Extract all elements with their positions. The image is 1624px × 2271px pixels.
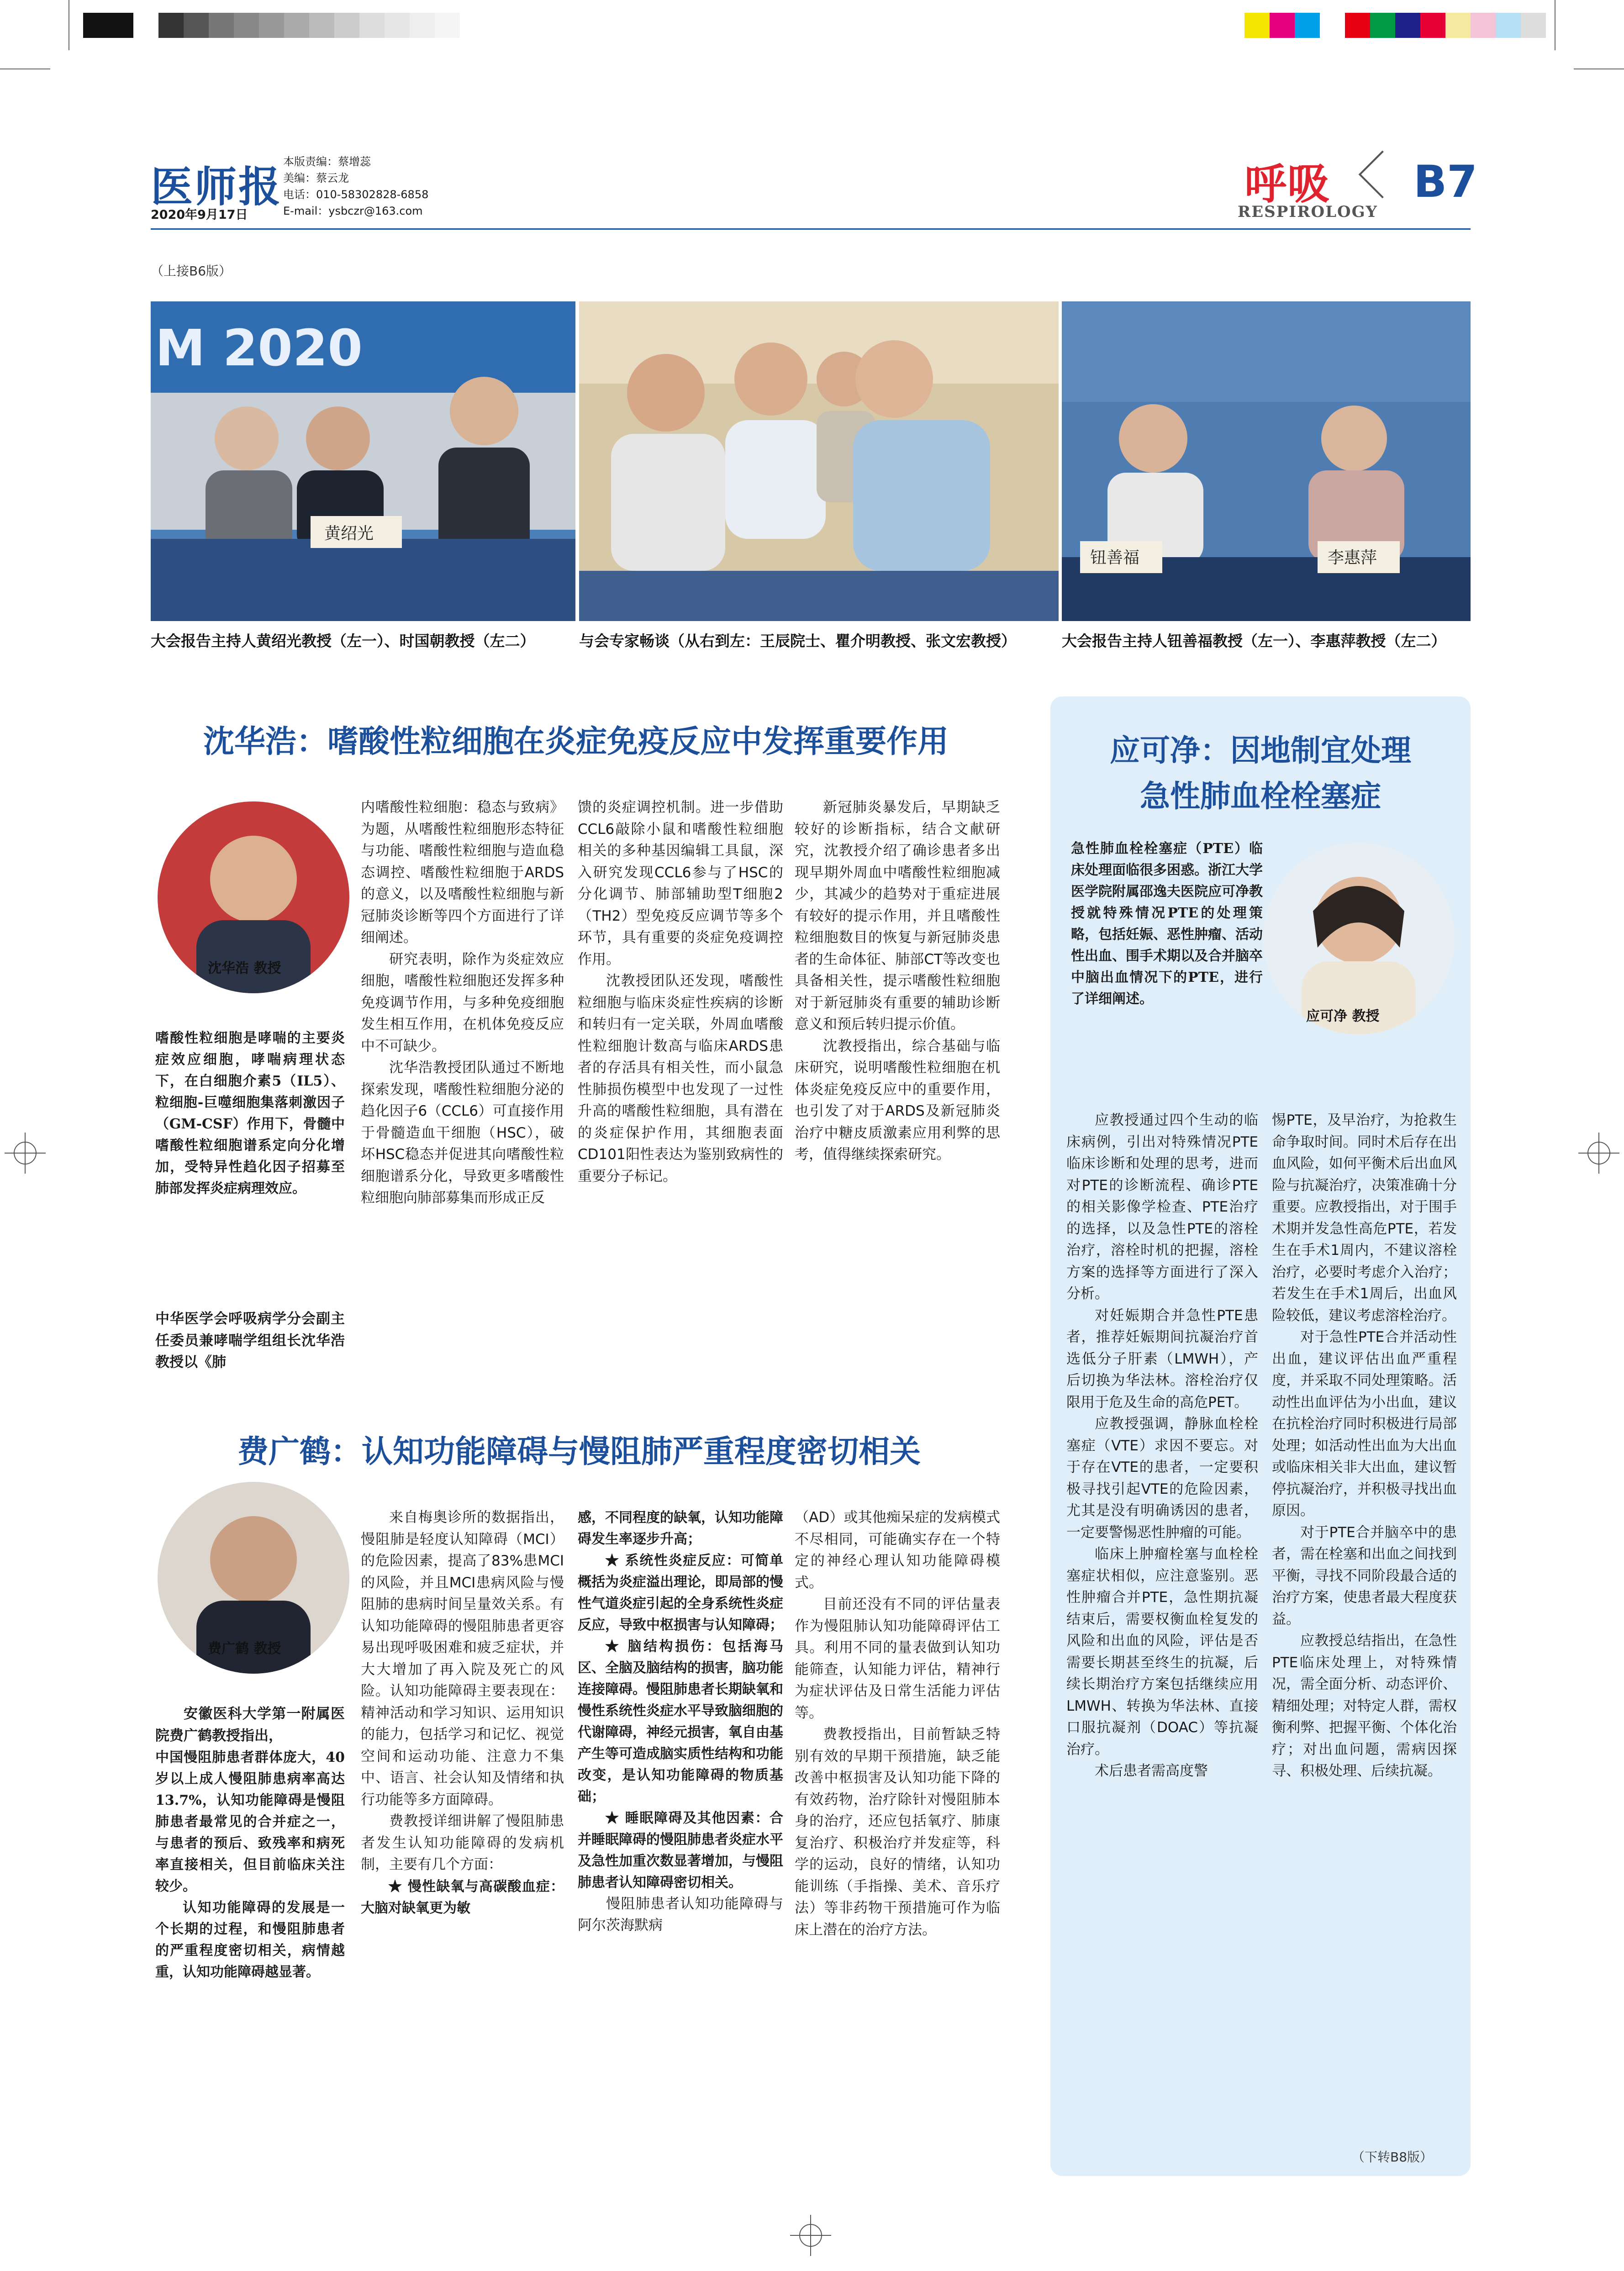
email-line: E-mail：ysbczr@163.com bbox=[283, 205, 423, 217]
paragraph: 目前还没有不同的评估量表作为慢阻肺认知功能障碍评估工具。利用不同的量表做到认知功能筛查，认知能力评估，精神行为症状评估及日常生活能力评估等。 bbox=[795, 1596, 1000, 1721]
paragraph: 沈教授指出，综合基础与临床研究，说明嗜酸性粒细胞在机体炎症免疫反应中的重要作用，也引发了对于ARDS及新冠肺炎治疗中糖皮质激素应用利弊的思考，值得继续探索研究。 bbox=[795, 1038, 1000, 1163]
paragraph: 费教授详细讲解了慢阻肺患者发生认知功能障碍的发病机制，主要有几个方面： bbox=[361, 1813, 564, 1873]
article-headline-line2: 急性肺血栓栓塞症 bbox=[1140, 779, 1381, 814]
paragraph: 慢阻肺患者认知功能障碍与阿尔茨海默病 bbox=[578, 1896, 783, 1934]
issue-date: 2020年9月17日 bbox=[151, 208, 248, 222]
header-rule bbox=[151, 228, 1471, 230]
article-column bbox=[361, 797, 564, 1209]
article-lede: 认知功能障碍的发展是一个长期的过程，和慢阻肺患者的严重程度密切相关，病情越重，认知功能障碍越显著。 bbox=[155, 1900, 345, 1980]
chevron-left-icon bbox=[1359, 151, 1407, 199]
article-intro: 中华医学会呼吸病学分会副主任委员兼哮喘学组组长沈华浩教授以《肺 bbox=[155, 1311, 345, 1370]
paragraph: 沈华浩教授团队通过不断地探索发现，嗜酸性粒细胞分泌的趋化因子6（CCL6）可直接作用于骨髓造血干细胞（HSC），破坏HSC稳态并促进其向嗜酸性粒细胞谱系分化，导致更多嗜酸性粒细胞向肺部募集而形成正反 bbox=[361, 1059, 564, 1206]
article-column bbox=[361, 1507, 564, 1919]
paragraph: 沈教授团队还发现，嗜酸性粒细胞与临床炎症性疾病的诊断和转归有一定关联，外周血嗜酸性粒细胞计数高与临床ARDS患者的存活具有相关性，而小鼠急性肺损伤模型中也发现了一过性升高的嗜酸性粒细胞，具有潜在的炎症保护作用，其细胞表面CD101阳性表达为鉴别致病性的重要分子标记。 bbox=[578, 973, 783, 1185]
paragraph: 惕PTE，及早治疗，为抢救生命争取时间。同时术后存在出血风险，如何平衡术后出血风险与抗凝治疗，决策准确十分重要。应教授指出，对于围手术期并发急性高危PTE，若发生在手术1周内，不建议溶栓治疗，必要时考虑介入治疗；若发生在手术1周后，出血风险较低，建议考虑溶栓治疗。 bbox=[1272, 1112, 1457, 1324]
article-headline: 应可净：因地制宜处理 bbox=[1110, 733, 1411, 768]
phone-line: 电话：010-58302828-6858 bbox=[283, 188, 429, 201]
article-column bbox=[155, 1703, 345, 1983]
photo-caption: 与会专家畅谈（从右到左：王辰院士、瞿介明教授、张文宏教授） bbox=[579, 632, 1016, 650]
photo-caption: 大会报告主持人钮善福教授（左一）、李惠萍教授（左二） bbox=[1062, 632, 1446, 650]
lede-speaker: 浙江大学医学院附属邵逸夫医院应可净教授 bbox=[1071, 862, 1263, 921]
banner-text: M 2020 bbox=[155, 319, 363, 377]
portrait-caption: 费广鹤 教授 bbox=[208, 1641, 281, 1657]
portrait-caption: 沈华浩 教授 bbox=[208, 960, 281, 976]
article-lede: 嗜酸性粒细胞是哮喘的主要炎症效应细胞，哮喘病理状态下，在白细胞介素5（IL5）、粒细胞-巨噬细胞集落刺激因子（GM-CSF）作用下，骨髓中嗜酸性粒细胞谱系定向分化增加，受特异性趋化因子招募至肺部发挥炎症病理效应。 bbox=[155, 1030, 345, 1196]
crop-mark bbox=[1574, 68, 1624, 69]
article-lede bbox=[1071, 838, 1263, 1010]
page-number: B7 bbox=[1413, 156, 1477, 207]
nameplate-text: 钮善福 bbox=[1090, 548, 1140, 567]
continued-from: （上接B6版） bbox=[151, 263, 232, 279]
article-column bbox=[578, 797, 783, 1187]
portrait-caption: 应可净 教授 bbox=[1306, 1008, 1380, 1024]
photo-caption: 大会报告主持人黄绍光教授（左一）、时国朝教授（左二） bbox=[151, 632, 535, 650]
paragraph: 内嗜酸性粒细胞：稳态与致病》为题，从嗜酸性粒细胞形态特征与功能、嗜酸性粒细胞与造血稳态调控、嗜酸性粒细胞于ARDS的意义，以及嗜酸性粒细胞与新冠肺炎诊断等四个方面进行了详细阐述。 bbox=[361, 799, 564, 946]
crop-mark bbox=[0, 68, 50, 69]
paragraph: 馈的炎症调控机制。进一步借助CCL6敲除小鼠和嗜酸性粒细胞相关的多种基因编辑工具鼠，深入研究发现CCL6参与了HSC的分化调节、肺部辅助型T细胞2（TH2）型免疫反应调节等多个环节，具有重要的炎症免疫调控作用。 bbox=[578, 799, 783, 968]
registration-mark-right bbox=[1578, 1133, 1619, 1174]
article-column bbox=[578, 1507, 783, 1936]
paragraph: 感，不同程度的缺氧，认知功能障碍发生率逐步升高； bbox=[578, 1510, 783, 1547]
lede-text: 就特殊情况PTE的处理策略，包括妊娠、恶性肿瘤、活动性出血、围手术期以及合并脑卒中脑出血情况下的PTE，进行了详细阐述。 bbox=[1071, 905, 1263, 1007]
paragraph: 新冠肺炎暴发后，早期缺乏较好的诊断指标，结合文献研究，沈教授介绍了确诊患者多出现早期外周血中嗜酸性粒细胞减少，其减少的趋势对于重症进展有较好的提示作用，并且嗜酸性粒细胞数目的恢复与新冠肺炎患者的生命体征、肺部CT等改变也具备相关性，提示嗜酸性粒细胞对于新冠肺炎有重要的辅助诊断意义和预后转归提示价值。 bbox=[795, 799, 1000, 1033]
section-title: 呼吸 bbox=[1244, 160, 1331, 209]
article-headline: 沈华浩：嗜酸性粒细胞在炎症免疫反应中发挥重要作用 bbox=[203, 724, 949, 760]
lede-text: 急性肺血栓栓塞症（PTE）临床处理面临很多困惑。 bbox=[1071, 841, 1263, 878]
paragraph: 应教授强调，静脉血栓栓塞症（VTE）求因不要忘。对于存在VTE的患者，一定要积极寻找引起VTE的危险因素，尤其是没有明确诱因的患者，一定要警惕恶性肿瘤的可能。 bbox=[1066, 1416, 1258, 1541]
article-column bbox=[795, 797, 1000, 1166]
paragraph: ★ 慢性缺氧与高碳酸血症：大脑对缺氧更为敏 bbox=[361, 1878, 564, 1916]
color-bar bbox=[1244, 13, 1546, 38]
paragraph: 来自梅奥诊所的数据指出，慢阻肺是轻度认知障碍（MCI）的危险因素，提高了83%患MCI的风险，并且MCI患病风险与慢阻肺的患病时间呈量效关系。有认知功能障碍的慢阻肺患者更容易出现呼吸困难和疲乏症状，并大大增加了再入院及死亡的风险。认知功能障碍主要表现在：精神活动和学习知识、运用知识的能力，包括学习和记忆、视觉空间和运动功能、注意力不集中、语言、社会认知及情绪和执行功能等多方面障碍。 bbox=[361, 1509, 564, 1808]
article-column bbox=[795, 1507, 1000, 1941]
paragraph: 应教授总结指出，在急性PTE临床处理上，对特殊情况，需全面分析、动态评价、精细处理；对特定人群，需权衡利弊、把握平衡、个体化治疗；对出血问题，需病因探寻、积极处理、后续抗凝。 bbox=[1272, 1633, 1457, 1779]
nameplate-text: 李惠萍 bbox=[1328, 548, 1377, 567]
paragraph: ★ 睡眠障碍及其他因素：合并睡眠障碍的慢阻肺患者炎症水平及急性加重次数显著增加，与慢阻肺患者认知障碍密切相关。 bbox=[578, 1810, 783, 1891]
newspaper-logo: 医师报 bbox=[151, 162, 283, 211]
paragraph: 临床上肿瘤栓塞与血栓栓塞症状相似，应注意鉴别。恶性肿瘤合并PTE，急性期抗凝结束后，需要权衡血栓复发的风险和出血的风险，评估是否需要长期甚至终生的抗凝，后续长期治疗方案包括继续应用LMWH、转换为华法林、直接口服抗凝剂（DOAC）等抗凝治疗。 bbox=[1066, 1546, 1258, 1758]
article-column bbox=[1066, 1110, 1258, 1782]
article-headline: 费广鹤：认知功能障碍与慢阻肺严重程度密切相关 bbox=[237, 1434, 921, 1470]
paragraph: 应教授通过四个生动的临床病例，引出对特殊情况PTE临床诊断和处理的思考，进而对PTE的诊断流程、确诊PTE的相关影像学检查、PTE治疗的选择，以及急性PTE的溶栓治疗，溶栓时机的把握，溶栓方案的选择等方面进行了深入分析。 bbox=[1066, 1112, 1258, 1302]
section-title-en: RESPIROLOGY bbox=[1238, 203, 1378, 221]
paragraph: 对妊娠期合并急性PTE患者，推荐妊娠期间抗凝治疗首选低分子肝素（LMWH），产后切换为华法林。溶栓治疗仅限用于危及生命的高危PET。 bbox=[1066, 1307, 1258, 1411]
paragraph: ★ 脑结构损伤：包括海马区、全脑及脑结构的损害，脑功能连接障碍。慢阻肺患者长期缺氧和慢性系统性炎症水平导致脑细胞的代谢障碍，神经元损害，氧自由基产生等可造成脑实质性结构和功能改变，是认知功能障碍的物质基础； bbox=[578, 1639, 783, 1805]
article-intro: 安徽医科大学第一附属医院费广鹤教授指出， bbox=[155, 1706, 345, 1744]
paragraph: （AD）或其他痴呆症的发病模式不尽相同，可能确实存在一个特定的神经心理认知功能障碍模式。 bbox=[795, 1509, 1000, 1591]
article-column bbox=[1272, 1110, 1457, 1782]
paragraph: 研究表明，除作为炎症效应细胞，嗜酸性粒细胞还发挥多种免疫调节作用，与多种免疫细胞发生相互作用，在机体免疫反应中不可缺少。 bbox=[361, 951, 564, 1054]
grayscale-bar bbox=[83, 13, 460, 38]
paragraph: 术后患者需高度警 bbox=[1095, 1763, 1208, 1779]
photo-experts bbox=[579, 301, 1059, 621]
paragraph: 对于PTE合并脑卒中的患者，需在栓塞和出血之间找到平衡，寻找不同阶段最合适的治疗方案，使患者最大程度获益。 bbox=[1272, 1524, 1457, 1628]
article-lede: 中国慢阻肺患者群体庞大，40岁以上成人慢阻肺患病率高达13.7%，认知功能障碍是慢阻肺患者最常见的合并症之一，与患者的预后、致残率和病死率直接相关，但目前临床关注较少。 bbox=[155, 1749, 345, 1894]
photo-hosts-1 bbox=[151, 301, 575, 621]
paragraph: 费教授指出，目前暂缺乏特别有效的早期干预措施，缺乏能改善中枢损害及认知功能下降的有效药物，治疗除针对慢阻肺本身的治疗，还应包括氧疗、肺康复治疗、积极治疗并发症等，科学的运动，良好的情绪，认知功能训练（手指操、美术、音乐疗法）等非药物干预措施可作为临床上潜在的治疗方法。 bbox=[795, 1726, 1000, 1938]
paragraph: ★ 系统性炎症反应：可简单概括为炎症溢出理论，即局部的慢性气道炎症引起的全身系统性炎症反应，导致中枢损害与认知障碍； bbox=[578, 1553, 783, 1633]
continued-to: （下转B8版） bbox=[1352, 2150, 1433, 2165]
editor-line: 本版责编：蔡增蕊 bbox=[283, 155, 371, 168]
photo-hosts-2 bbox=[1062, 301, 1471, 621]
nameplate-text: 黄绍光 bbox=[324, 524, 374, 543]
editor-info bbox=[283, 153, 428, 219]
paragraph: 对于急性PTE合并活动性出血，建议评估出血严重程度，并采取不同处理策略。活动性出血评估为小出血，建议在抗栓治疗同时积极进行局部处理；如活动性出血为大出血或临床相关非大出血，建议暂停抗凝治疗，并积极寻找出血原因。 bbox=[1272, 1329, 1457, 1519]
art-editor-line: 美编：蔡云龙 bbox=[283, 172, 349, 184]
registration-mark-bottom bbox=[790, 2215, 831, 2256]
registration-mark-left bbox=[5, 1133, 46, 1174]
